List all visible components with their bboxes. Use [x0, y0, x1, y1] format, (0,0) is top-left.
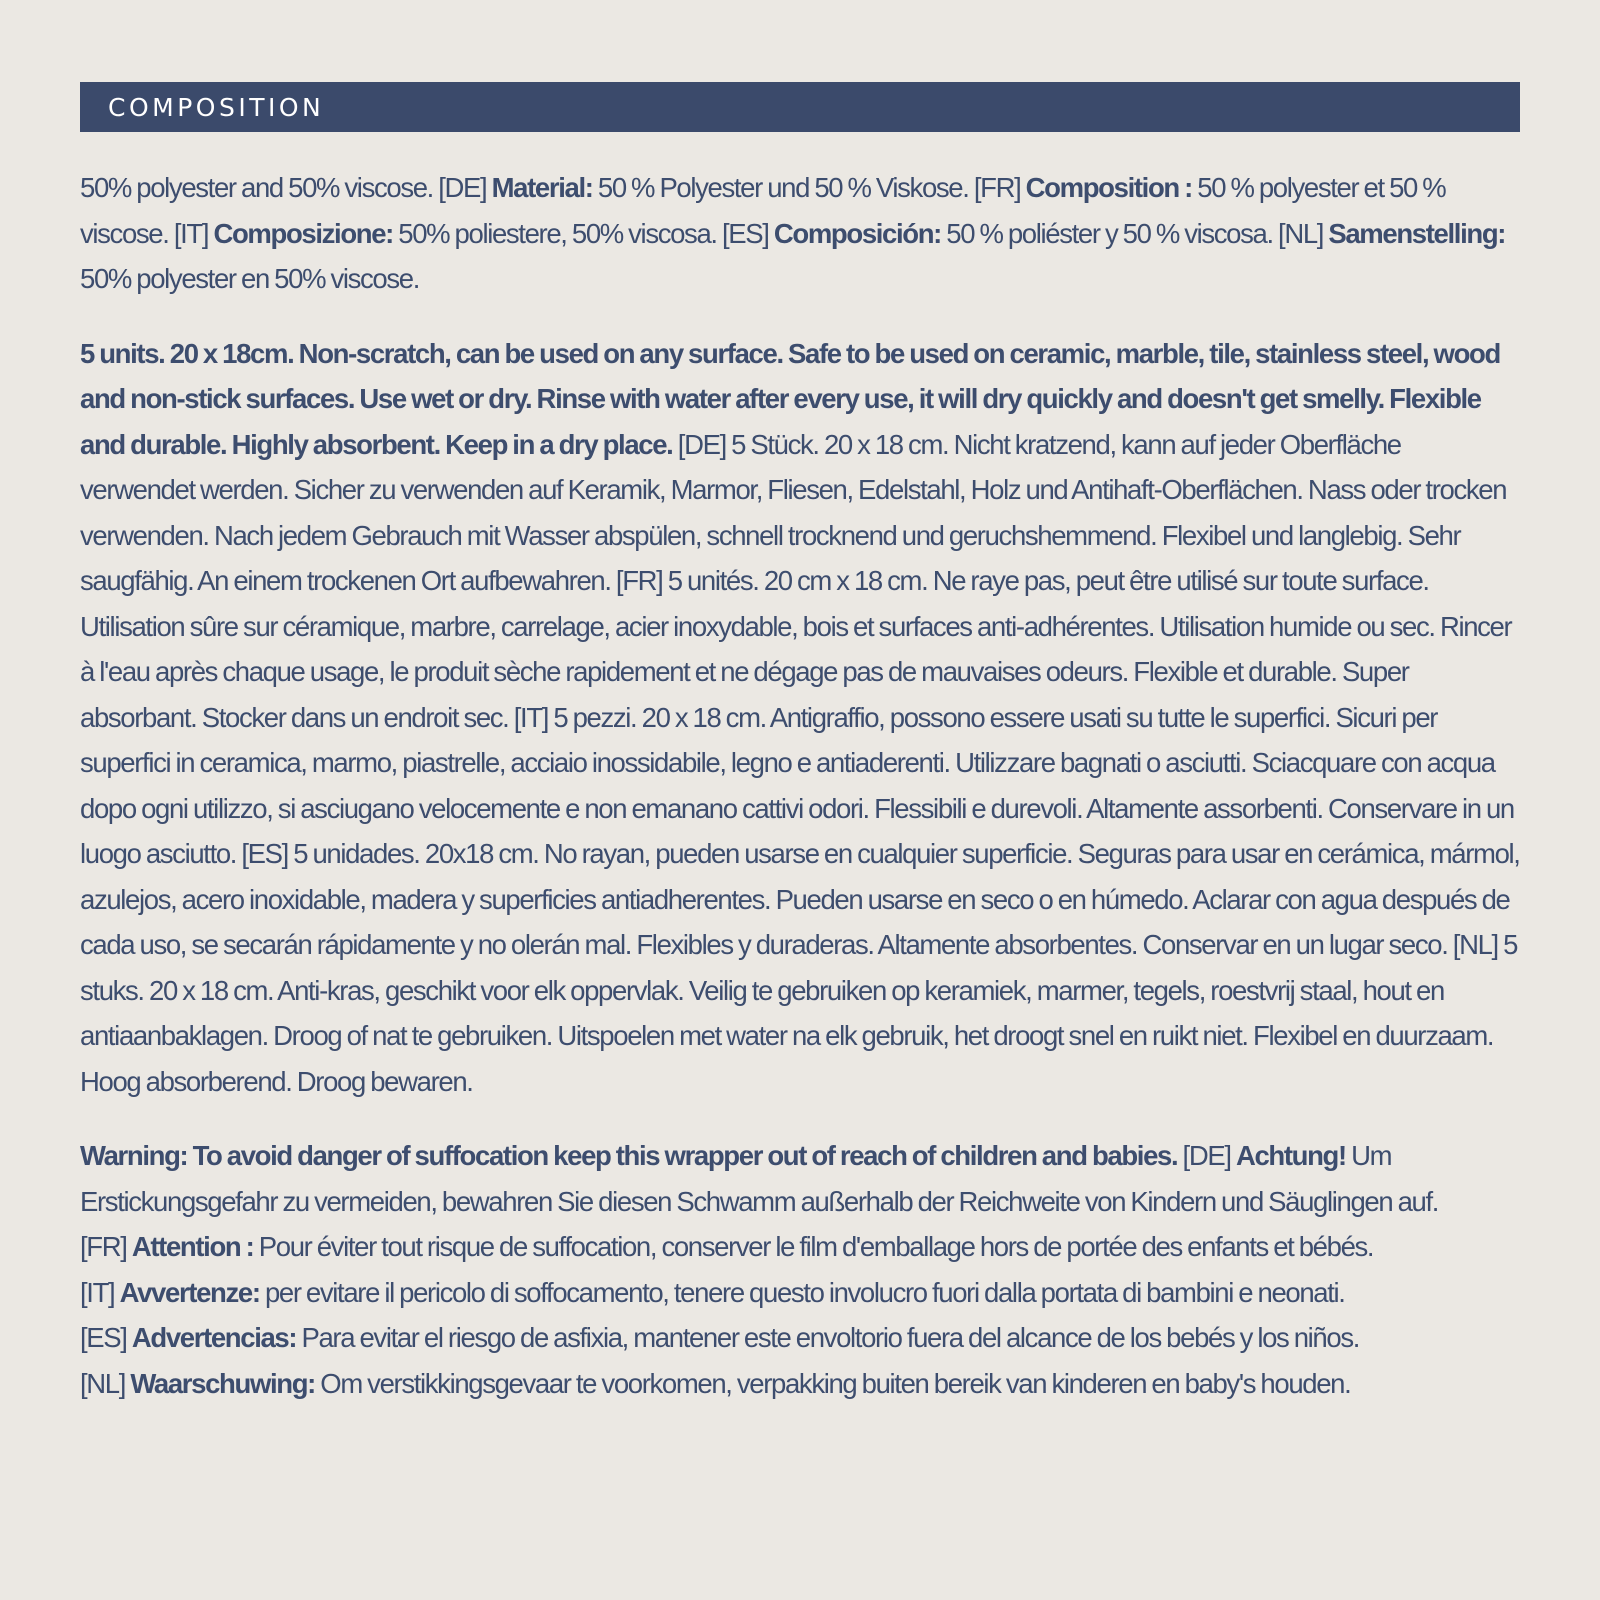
composition-nl-label: Samenstelling: — [1328, 217, 1506, 249]
composition-it-text: 50% poliestere, 50% viscosa. — [392, 217, 717, 249]
warning-it-text: per evitare il pericolo di soffocamento, tenere questo involucro fuori dalla portata di bambini e neonati. — [259, 1276, 1345, 1308]
composition-fr-tag: [FR] — [968, 172, 1026, 203]
warning-fr-tag: [FR] — [80, 1231, 132, 1262]
composition-es-label: Composición: — [773, 217, 941, 249]
composition-it-tag: [IT] — [168, 217, 214, 249]
composition-it-label: Composizione: — [213, 217, 393, 249]
warning-es-text: Para evitar el riesgo de asfixia, mantener este envoltorio fuera del alcance de los bebés y los niños. — [296, 1322, 1360, 1353]
warning-en-text: Warning: To avoid danger of suffocation keep this wrapper out of reach of children and babies. — [80, 1140, 1178, 1171]
composition-en-text: 50% polyester and 50% viscose. — [80, 172, 433, 203]
composition-es-tag: [ES] — [716, 217, 774, 249]
warning-nl-tag: [NL] — [80, 1367, 131, 1399]
composition-nl-text: 50% polyester en 50% viscose. — [80, 263, 420, 294]
description-translations-text: [DE] 5 Stück. 20 x 18 cm. Nicht kratzend, kann auf jeder Oberfläche verwendet werden. Sicher zu verwenden auf Keramik, Marmor, Fliesen, Edelstahl, Holz und Antihaft-Oberflächen. Nass oder trocken verwenden. Nach jedem Gebrauch mit Wasser abspülen, schnell trocknend und geruchshemmend. Flexibel und langlebig. Sehr saugfähig. An einem trockenen Ort aufbewahren. [FR] 5 unités. 20 cm x 18 cm. Ne raye pas, peut être utilisé sur toute surface. Utilisation sûre sur céramique, marbre, carrelage, acier inoxydable, bois et surfaces anti-adhérentes. Utilisation humide ou sec. Rincer à l'eau après chaque usage, le produit sèche rapidement et ne dégage pas de mauvaises odeurs. Flexible et durable. Super absorbant. Stocker dans un endroit sec. [IT] 5 pezzi. 20 x 18 cm. Antigraffio, possono essere usati su tutte le superfici. Sicuri per superfici in ceramica, marmo, piastrelle, acciaio inossidabile, legno e antiaderenti. Utilizzare bagnati o asciutti. Sciacquare con acqua dopo ogni utilizzo, si asciugano velocemente e non emanano cattivi odori. Flessibili e durevoli. Altamente assorbenti. Conservare in un luogo asciutto. [ES] 5 unidades. 20x18 cm. No rayan, pueden usarse en cualquier superficie. Seguras para usar en cerámica, mármol, azulejos, acero inoxidable, madera y superficies antiadherentes. Pueden usarse en seco o en húmedo. Aclarar con agua después de cada uso, se secarán rápidamente y no olerán mal. Flexibles y duraderas. Altamente absorbentes. Conservar en un lugar seco. [NL] 5 stuks. 20 x 18 cm. Anti-kras, geschikt voor elk oppervlak. Veilig te gebruiken op keramiek, marmer, tegels, roestvrij staal, hout en antiaanbaklagen. Droog of nat te gebruiken. Uitspoelen met water na elk gebruik, het droogt snel en ruikt niet. Flexibel en duurzaam. Hoog absorberend. Droog bewaren. — [80, 428, 1520, 1097]
warning-es-label: Advertencias: — [131, 1322, 297, 1353]
label-content — [80, 165, 1520, 1406]
warning-fr-text: Pour éviter tout risque de suffocation, conserver le film d'emballage hors de portée des enfants et bébés. — [253, 1231, 1374, 1262]
warning-de-label: Achtung! — [1235, 1140, 1346, 1171]
composition-de-tag: [DE] — [432, 172, 492, 203]
section-header-bar — [80, 82, 1520, 132]
description-paragraph — [80, 331, 1520, 1105]
composition-es-text: 50 % poliéster y 50 % viscosa. — [941, 217, 1273, 249]
description-en-text: 5 units. 20 x 18cm. Non-scratch, can be used on any surface. Safe to be used on ceramic, marble, tile, stainless steel, wood and non-stick surfaces. Use wet or dry. Rinse with water after every use, it will dry quickly and doesn't get smelly. Flexible and durable. Highly absorbent. Keep in a dry place. — [80, 337, 1500, 460]
composition-fr-label: Composition : — [1025, 172, 1192, 203]
warning-nl-text: Om verstikkingsgevaar te voorkomen, verpakking buiten bereik van kinderen en baby's houden. — [314, 1367, 1351, 1399]
warning-fr-label: Attention : — [131, 1231, 254, 1262]
composition-fr-text: 50 % polyester et 50 % viscose. — [80, 172, 1446, 249]
section-title: COMPOSITION — [108, 92, 325, 122]
composition-de-text: 50 % Polyester und 50 % Viskose. — [592, 172, 969, 203]
warning-paragraph — [80, 1133, 1520, 1406]
warning-it-tag: [IT] — [80, 1276, 120, 1308]
warning-it-label: Avvertenze: — [119, 1276, 260, 1308]
warning-de-tag: [DE] — [1177, 1140, 1236, 1171]
warning-nl-label: Waarschuwing: — [130, 1367, 315, 1399]
warning-de-text: Um Erstickungsgefahr zu vermeiden, bewahren Sie diesen Schwamm außerhalb der Reichweite von Kindern und Säuglingen auf. — [80, 1140, 1439, 1217]
warning-es-tag: [ES] — [80, 1322, 132, 1353]
composition-de-label: Material: — [491, 172, 593, 203]
composition-nl-tag: [NL] — [1272, 217, 1329, 249]
composition-paragraph — [80, 165, 1520, 302]
